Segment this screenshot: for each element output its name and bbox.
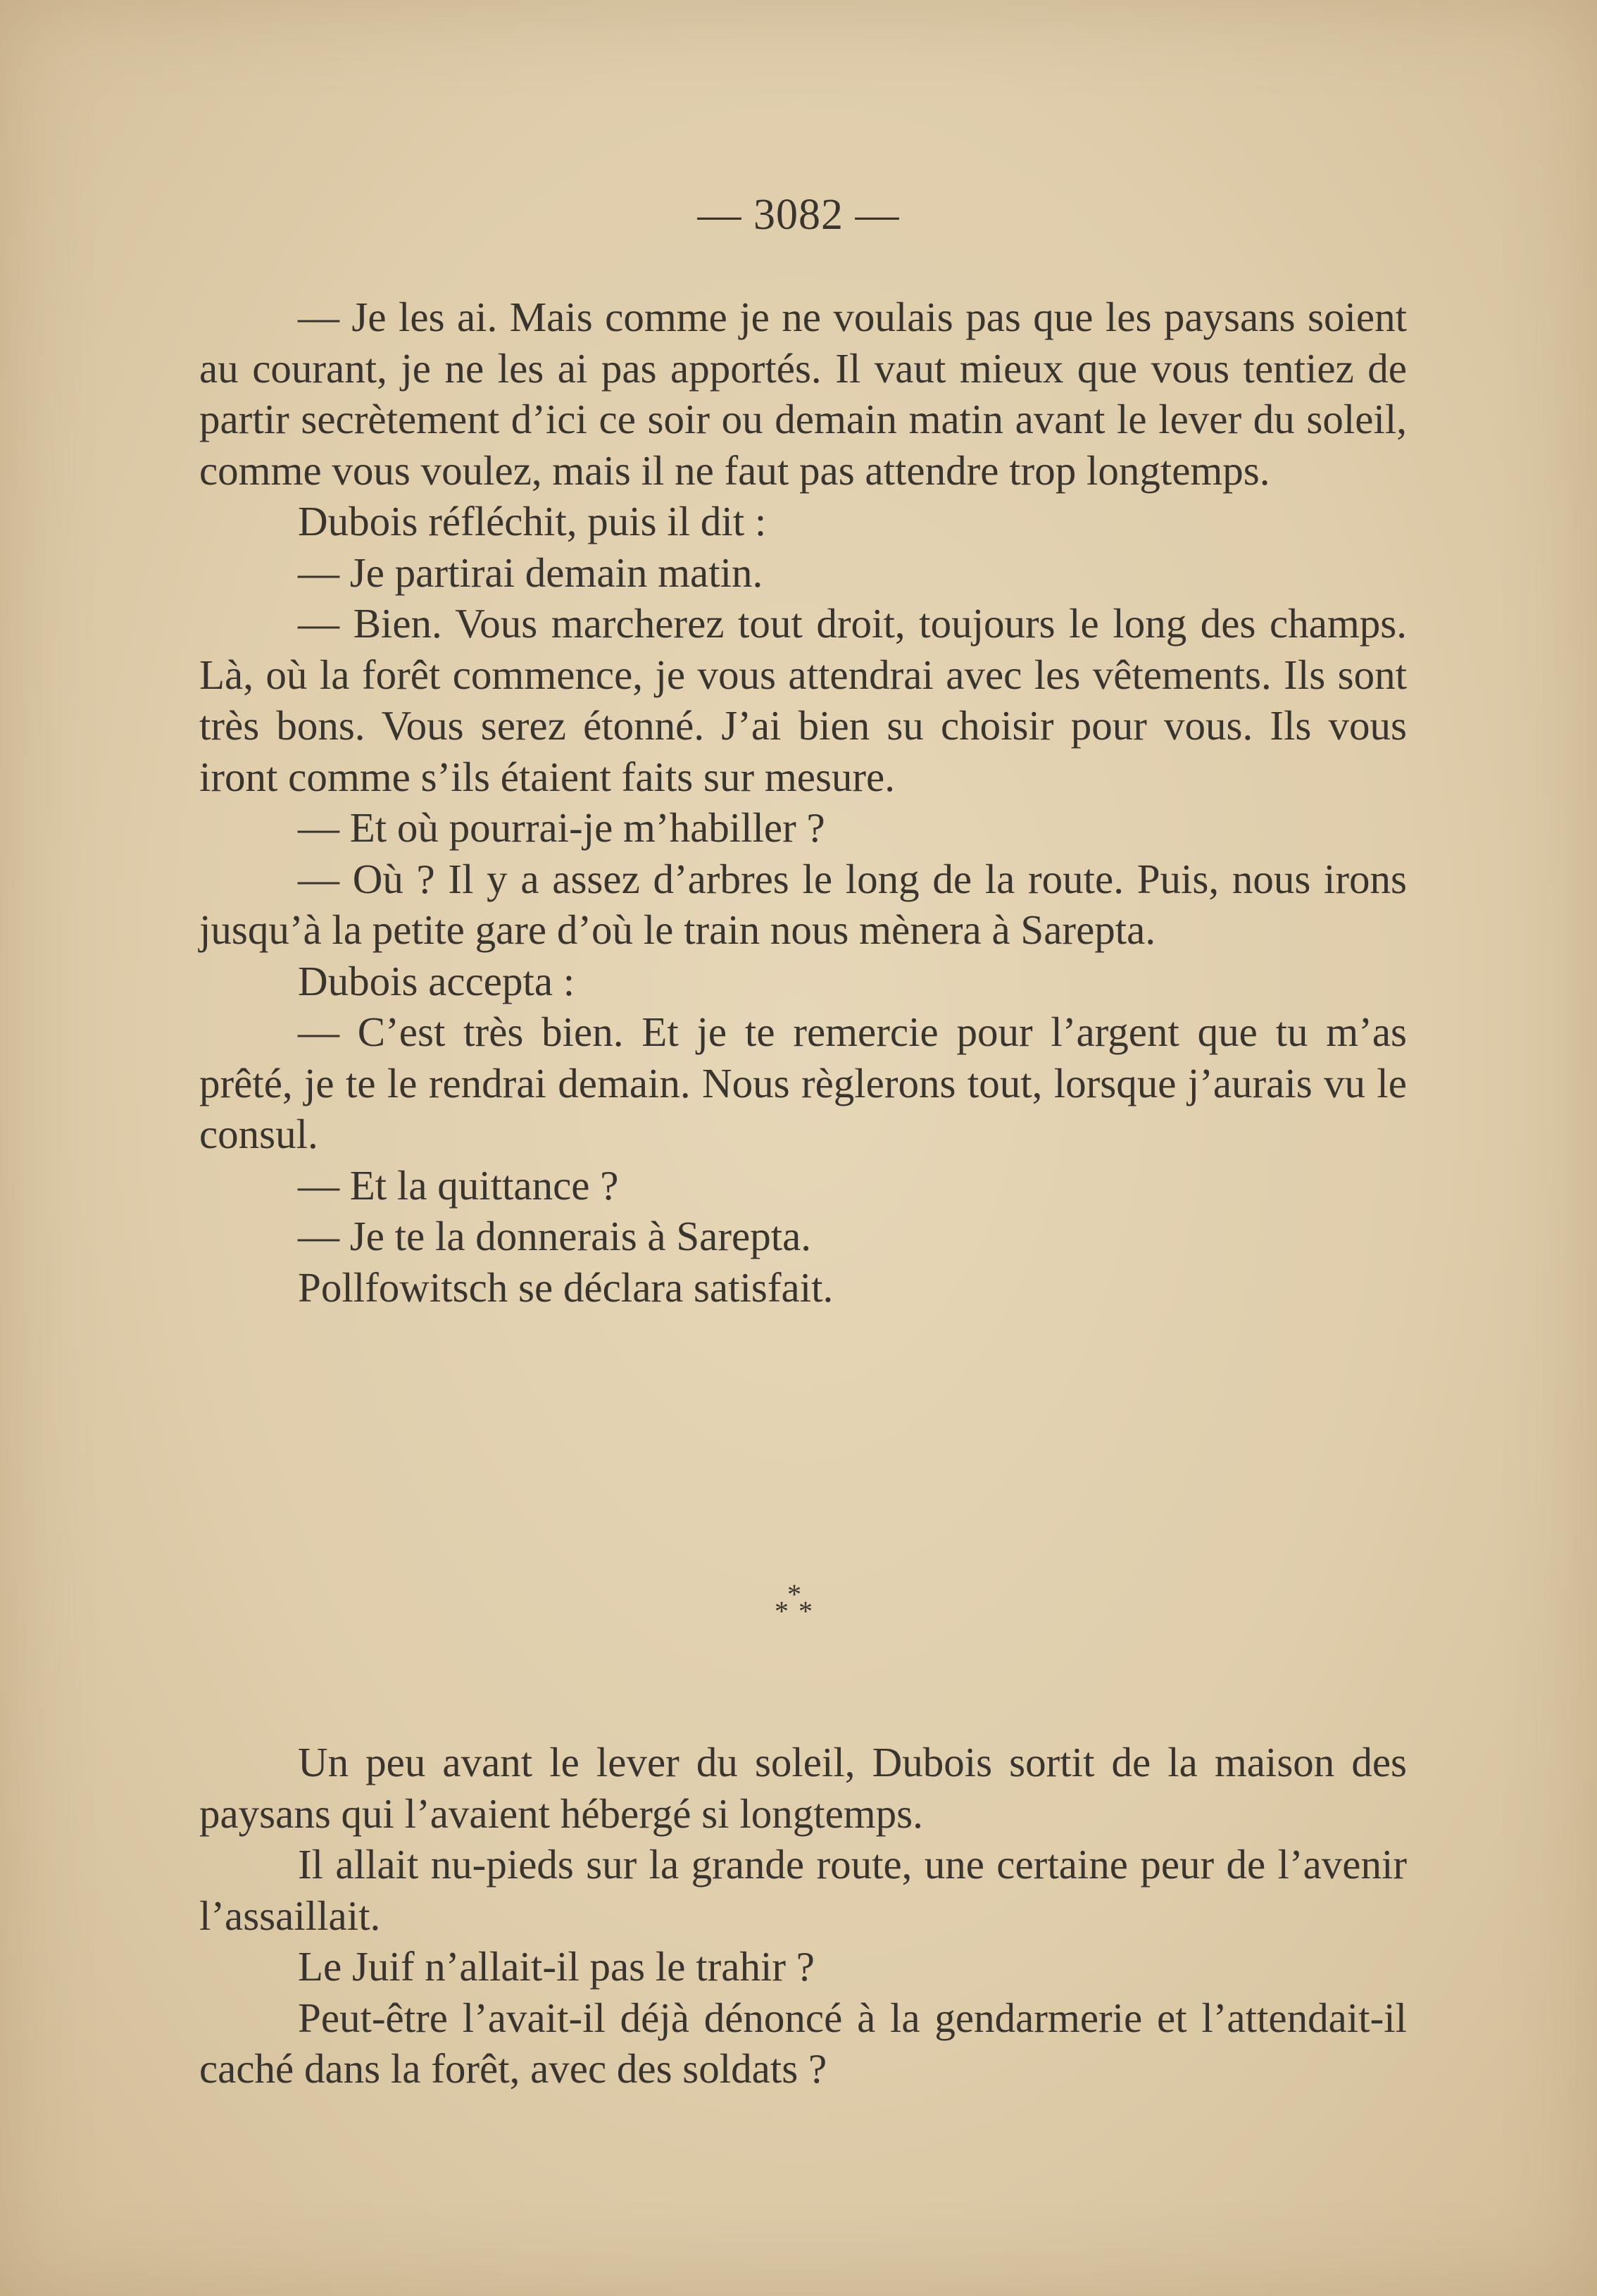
paragraph: Dubois réfléchit, puis il dit : — [298, 498, 767, 544]
paragraph: — Et où pourrai-je m’habiller ? — [298, 804, 825, 851]
asterisk-icon: * — [775, 1595, 789, 1627]
asterisk-icon: * — [787, 1578, 801, 1610]
paragraph: — Je te la donnerais à Sarepta. — [298, 1213, 812, 1259]
paragraph: — Bien. Vous marcherez tout droit, toujours le long des champs. Là, où la forêt commence, je vous attendrai avec les vêtements. Ils sont très bons. Vous serez étonné. J’ai bien su choisir pour vous. Ils vous iront comme s’ils étaient faits sur mesure. — [199, 600, 1407, 800]
paragraph: Pollfowitsch se déclara satisfait. — [298, 1264, 834, 1311]
paragraph: — Je les ai. Mais comme je ne voulais pas que les paysans soient au courant, je ne les ai pas apportés. Il vaut mieux que vous tentiez de partir secrètement d’ici ce soir ou demain matin avant le lever du soleil, comme vous voulez, mais il ne faut pas attendre trop longtemps. — [199, 294, 1407, 494]
section-break-asterism — [759, 1580, 829, 1630]
page-number: — 3082 — — [697, 191, 900, 239]
paragraph: Dubois accepta : — [298, 957, 575, 1004]
narrative-section — [199, 1737, 1407, 2095]
paragraph: — C’est très bien. Et je te remercie pour l’argent que tu m’as prêté, je te le rendrai demain. Nous règlerons tout, lorsque j’aurais vu le consul. — [199, 1009, 1407, 1157]
paragraph: — Je partirai demain matin. — [298, 549, 763, 596]
paragraph: Il allait nu-pieds sur la grande route, une certaine peur de l’avenir l’assaillait. — [199, 1841, 1407, 1939]
dialogue-section — [199, 292, 1407, 1313]
paragraph: Un peu avant le lever du soleil, Dubois sortit de la maison des paysans qui l’avaient hébergé si longtemps. — [199, 1739, 1407, 1837]
paragraph: — Et la quittance ? — [298, 1161, 619, 1209]
paragraph: — Où ? Il y a assez d’arbres le long de la route. Puis, nous irons jusqu’à la petite gare d’où le train nous mènera à Sarepta. — [199, 855, 1407, 953]
asterisk-icon: * — [798, 1595, 813, 1627]
paragraph: Peut-être l’avait-il déjà dénoncé à la gendarmerie et l’attendait-il caché dans la forêt, avec des soldats ? — [199, 1994, 1407, 2092]
paragraph: Le Juif n’allait-il pas le trahir ? — [298, 1943, 815, 1990]
